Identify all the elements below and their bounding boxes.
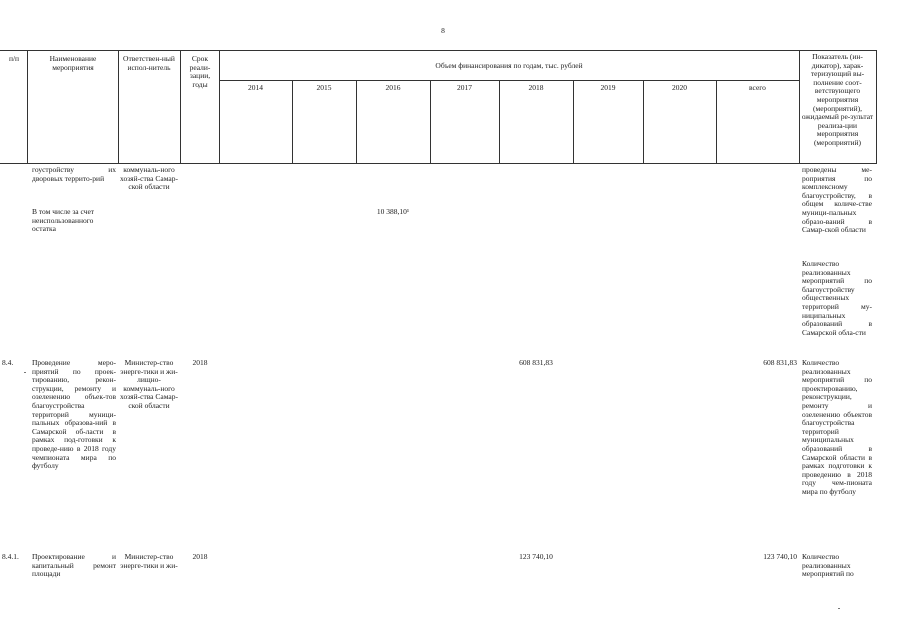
row1-value-2016: 10 388,10¹ xyxy=(376,207,410,216)
row2-indicator: Количество реализованных мероприятий по проектированию, реконструкции, ремонту и озеленению объектов благоустройства территорий муниципальных образований в Самарской области в рамках подготовки к проведению в 2018 году чем-пионата мира по футболу xyxy=(802,358,872,496)
row1-name-sub: В том числе за счет неиспользованного остатка xyxy=(32,207,95,234)
row2-name: Проведение меро-приятий по проек-тированию, рекон-струкции, ремонту и озеленению объек-тов благоустройства территорий муници-пальных образова-ний в Самарской об-ласти в рамках под-готовки к проведе-нию в 2018 году чемпионата мира по футболу xyxy=(32,358,116,471)
header-col-number: п/п xyxy=(8,54,20,63)
row3-number: 8.4.1. xyxy=(2,552,19,561)
row1-indicator-2: Количество реализованных мероприятий по благоустройству общественных территорий му-ниципальных образований в Самарской обла-сти xyxy=(802,259,872,337)
scan-speck xyxy=(24,372,26,373)
header-col-name: Наименование мероприятия xyxy=(49,54,97,72)
row1-indicator: проведены ме-роприятия по комплексному благоустройству, в общем количе-стве муници-пальных образо-ваний в Самар-ской области xyxy=(802,165,872,235)
row2-value-2018: 608 831,83 xyxy=(519,358,553,367)
row3-responsible: Министер-ство энерге-тики и жи- xyxy=(120,552,178,570)
row1-responsible: коммуналь-ного хозяй-ства Самар-ской области xyxy=(120,165,178,192)
header-year-2015: 2015 xyxy=(316,83,332,92)
row2-responsible: Министер-ство энерге-тики и жи-лищно-коммуналь-ного хозяй-ства Самар-ской области xyxy=(120,358,178,410)
row3-term: 2018 xyxy=(192,552,208,561)
row3-total: 123 740,10 xyxy=(763,552,797,561)
row3-indicator: Количество реализованных мероприятий по xyxy=(802,552,854,579)
header-col-indicator: Показатель (ин-дикатор), харак-теризующий вы-полнение соот-ветствующего мероприятия (мероприятий), ожидаемый ре-зультат реализа-ции мероприятия (мероприятий) xyxy=(801,52,874,147)
header-col-responsible: Ответствен-ный испол-нитель xyxy=(123,54,175,72)
page-number: 8 xyxy=(441,26,445,35)
row1-name: гоустройству их дворовых террито-рий xyxy=(32,165,116,183)
row3-value-2018: 123 740,10 xyxy=(519,552,553,561)
header-year-2016: 2016 xyxy=(385,83,401,92)
header-year-2014: 2014 xyxy=(248,83,263,92)
header-year-2017: 2017 xyxy=(457,83,472,92)
scan-speck xyxy=(838,608,840,609)
header-year-2019: 2019 xyxy=(600,83,616,92)
row3-name: Проектирование и капитальный ремонт площади xyxy=(32,552,116,579)
header-total: всего xyxy=(749,83,766,92)
header-col-financing: Объем финансирования по годам, тыс. рублей xyxy=(435,61,583,70)
row2-total: 608 831,83 xyxy=(763,358,797,367)
header-year-2018: 2018 xyxy=(528,83,544,92)
row2-term: 2018 xyxy=(192,358,208,367)
header-col-term: Срок реали-зации, годы xyxy=(189,54,211,89)
row2-number: 8.4. xyxy=(2,358,14,367)
header-year-2020: 2020 xyxy=(672,83,687,92)
